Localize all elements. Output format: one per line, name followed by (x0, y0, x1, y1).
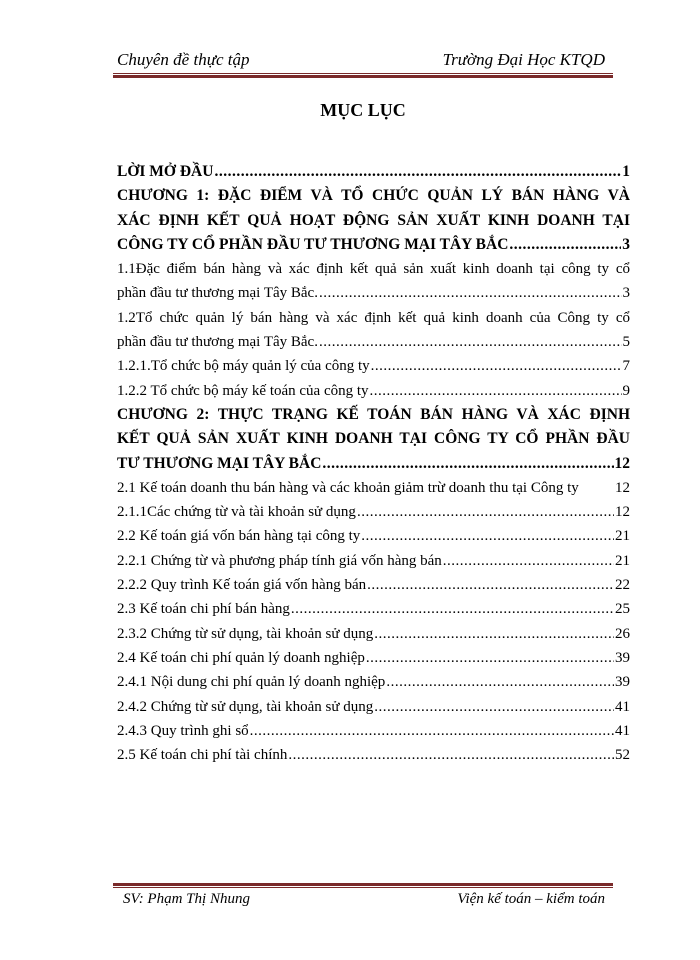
toc-label: 2.3 Kế toán chi phí bán hàng (117, 601, 290, 618)
toc-label: phần đầu tư thương mại Tây Bắc. (117, 334, 318, 351)
toc-entry-chapter-1-line1[interactable]: CHƯƠNG 1: ĐẶC ĐIỂM VÀ TỔ CHỨC QUẢN LÝ BÁN HÀNG VÀ (117, 187, 630, 205)
toc-label: 1.2.2 Tổ chức bộ máy kế toán của công ty (117, 382, 369, 399)
toc-leader (374, 695, 614, 719)
page-footer (113, 889, 613, 913)
toc-entry-2-3[interactable] (117, 597, 630, 621)
toc-page: 3 (622, 285, 630, 302)
toc-entry-2-4-3[interactable] (117, 719, 630, 743)
toc-entry-1-1-line1[interactable]: 1.1Đặc điểm bán hàng và xác định kết quả sản xuất kinh doanh tại công ty cổ (117, 261, 630, 278)
toc-entry-loi-mo-dau[interactable] (117, 160, 630, 184)
toc-label: 2.4.2 Chứng từ sử dụng, tài khoản sử dụng (117, 698, 374, 715)
toc-leader (288, 743, 614, 767)
footer-rule-thin (113, 887, 613, 888)
toc-entry-1-2-line1[interactable]: 1.2Tổ chức quản lý bán hàng và xác định kết quả kinh doanh của Công ty cổ (117, 309, 630, 326)
toc-entry-chapter-2-line2[interactable]: KẾT QUẢ SẢN XUẤT KINH DOANH TẠI CÔNG TY CỔ PHẦN ĐẦU (117, 430, 630, 448)
toc-label: phần đầu tư thương mại Tây Bắc. (117, 285, 318, 302)
toc-page: 9 (622, 382, 630, 399)
toc-page: 1 (622, 163, 630, 180)
toc-leader (250, 719, 614, 743)
header-rule-thick (113, 75, 613, 78)
toc-leader (367, 573, 614, 597)
toc-entry-2-5[interactable] (117, 743, 630, 767)
toc-leader (370, 379, 622, 403)
toc-label: LỜI MỞ ĐẦU (117, 163, 214, 180)
toc-label: 1.2.1.Tổ chức bộ máy quản lý của công ty (117, 358, 370, 375)
toc-label: 2.4.1 Nội dung chi phí quản lý doanh nghiệp (117, 674, 386, 691)
toc-label: 2.5 Kế toán chi phí tài chính (117, 747, 288, 764)
toc-entry-chapter-2-line1[interactable]: CHƯƠNG 2: THỰC TRẠNG KẾ TOÁN BÁN HÀNG VÀ XÁC ĐỊNH (117, 405, 630, 423)
toc-entry-2-2-1[interactable] (117, 549, 630, 573)
toc-entry-2-4[interactable] (117, 646, 630, 670)
toc-label: 2.2.1 Chứng từ và phương pháp tính giá vốn hàng bán (117, 552, 442, 569)
toc-leader (366, 646, 614, 670)
toc-leader (357, 500, 614, 524)
toc-leader (291, 597, 614, 621)
toc-page: 52 (615, 747, 630, 764)
toc-leader (374, 622, 614, 646)
footer-left-text: SV: Phạm Thị Nhung (123, 891, 250, 907)
toc-label: 2.4 Kế toán chi phí quản lý doanh nghiệp (117, 649, 365, 666)
toc-page: 22 (615, 577, 630, 594)
toc-page: 12 (614, 454, 630, 472)
toc-entry-2-2-2[interactable] (117, 573, 630, 597)
toc-leader (443, 549, 614, 573)
footer-right-text: Viện kế toán – kiểm toán (457, 891, 605, 907)
toc-page: 39 (615, 649, 630, 666)
toc-label: TƯ THƯƠNG MẠI TÂY BẮC (117, 454, 322, 472)
toc-entry-2-1[interactable] (117, 476, 630, 500)
table-of-contents (117, 160, 630, 767)
toc-label: 2.2.2 Quy trình Kế toán giá vốn hàng bán (117, 577, 367, 594)
toc-entry-chapter-1-line2[interactable]: XÁC ĐỊNH KẾT QUẢ HOẠT ĐỘNG SẢN XUẤT KINH DOANH TẠI (117, 211, 630, 229)
toc-page: 25 (615, 601, 630, 618)
toc-entry-2-4-2[interactable] (117, 695, 630, 719)
toc-label: 2.1 Kế toán doanh thu bán hàng và các khoản giảm trừ doanh thu tại Công ty (117, 479, 579, 496)
toc-leader (214, 160, 621, 184)
toc-entry-2-3-2[interactable] (117, 622, 630, 646)
toc-page: 41 (615, 722, 630, 739)
toc-label: 2.4.3 Quy trình ghi sổ (117, 722, 249, 739)
header-left-text: Chuyên đề thực tập (117, 50, 250, 69)
toc-leader (371, 354, 622, 378)
toc-entry-2-4-1[interactable] (117, 670, 630, 694)
toc-entry-1-2-1[interactable] (117, 354, 630, 378)
toc-page: 5 (622, 334, 630, 351)
page-header (113, 48, 613, 72)
header-rule-thin (113, 73, 613, 74)
toc-label: CÔNG TY CỔ PHẦN ĐẦU TƯ THƯƠNG MẠI TÂY BẮC (117, 235, 509, 253)
toc-entry-chapter-1[interactable] (117, 233, 630, 257)
toc-leader (319, 330, 622, 354)
toc-page: 26 (615, 625, 630, 642)
toc-leader (509, 233, 621, 257)
toc-leader (386, 670, 614, 694)
toc-label: 2.2 Kế toán giá vốn bán hàng tại công ty (117, 528, 361, 545)
toc-leader (319, 281, 622, 305)
toc-entry-2-2[interactable] (117, 524, 630, 548)
toc-entry-1-2-2[interactable] (117, 379, 630, 403)
toc-entry-2-1-1[interactable] (117, 500, 630, 524)
toc-entry-chapter-2[interactable] (117, 452, 630, 476)
page-title: MỤC LỤC (320, 100, 406, 120)
toc-page: 21 (615, 528, 630, 545)
toc-page: 41 (615, 698, 630, 715)
header-right-text: Trường Đại Học KTQD (442, 50, 605, 69)
toc-label: 2.1.1Các chứng từ và tài khoản sử dụng (117, 504, 356, 521)
toc-leader (322, 452, 613, 476)
toc-entry-1-1[interactable] (117, 281, 630, 305)
toc-page: 12 (615, 504, 630, 521)
footer-rule-thick (113, 883, 613, 886)
toc-label: 2.3.2 Chứng từ sử dụng, tài khoản sử dụng (117, 625, 374, 642)
toc-page: 21 (615, 552, 630, 569)
toc-page: 3 (622, 235, 630, 253)
toc-page: 12 (615, 479, 630, 496)
toc-entry-1-2[interactable] (117, 330, 630, 354)
toc-page: 7 (622, 358, 630, 375)
toc-page: 39 (615, 674, 630, 691)
toc-leader (361, 524, 614, 548)
